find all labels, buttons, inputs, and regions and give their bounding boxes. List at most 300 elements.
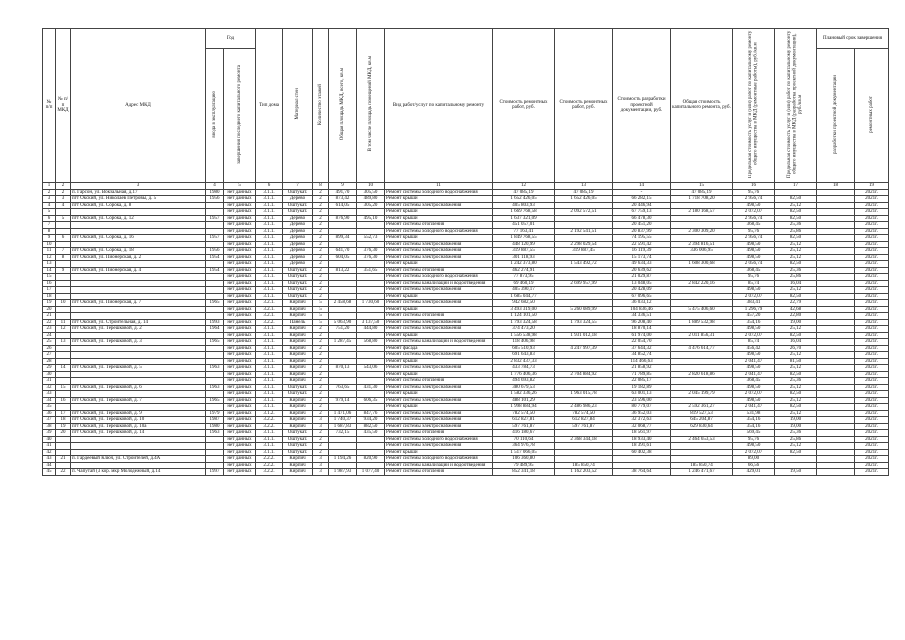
row-deadline-works: 2021г.	[855, 313, 889, 320]
row-design-cost: 16 119,39	[613, 248, 671, 255]
row-limit-design: 25,86	[775, 436, 817, 443]
row-deadline-works: 2021г.	[855, 469, 889, 476]
row-deadline-works: 2021г.	[855, 404, 889, 411]
row-repair-cost: 1 517 066,05	[493, 449, 555, 456]
column-index-cell: 11	[385, 182, 493, 189]
row-deadline-works: 2021г.	[855, 293, 889, 300]
row-limit-sq: 429,01	[733, 469, 775, 476]
row-last-repair: нет данных	[224, 352, 256, 359]
row-repair-cost-total: 1 963 015,78	[555, 391, 613, 398]
row-total-area: 1 740,37	[329, 417, 357, 424]
row-design-cost: 34 336,51	[613, 313, 671, 320]
row-limit-design: 25,12	[775, 254, 817, 261]
row-repair-cost: 1 652 426,05	[493, 196, 555, 203]
row-limit-sq: 498,50	[733, 352, 775, 359]
row-floors: 3	[313, 456, 329, 463]
row-repair-cost: 47 085,19	[493, 189, 555, 196]
row-address: пгт Окский, ул. Строительная, д. 14	[71, 319, 206, 326]
row-floors: 3	[313, 462, 329, 469]
row-design-cost: 15 173,74	[613, 254, 671, 261]
row-house-type: 2.2.2.	[256, 462, 283, 469]
row-limit-design: 22,79	[775, 300, 817, 307]
row-limit-design: 26,70	[775, 345, 817, 352]
row-residential-area: 435,50	[357, 430, 385, 437]
row-repair-cost-total: 782 574,50	[555, 410, 613, 417]
row-house-type: 3.1.1.	[256, 248, 283, 255]
row-overall-cost: 2 394 816,51	[671, 241, 733, 248]
row-total-area: 979,14	[329, 397, 357, 404]
row-residential-area: 847,76	[357, 410, 385, 417]
row-deadline-works: 2021г.	[855, 423, 889, 430]
row-house-type: 3.1.1.	[256, 287, 283, 294]
row-floors: 2	[313, 365, 329, 372]
row-design-cost: 66 478,30	[613, 215, 671, 222]
row-last-repair: нет данных	[224, 222, 256, 229]
row-limit-design: 16,04	[775, 280, 817, 287]
row-deadline-works: 2021г.	[855, 332, 889, 339]
row-year: 1954	[206, 254, 224, 261]
row-design-cost: 19 182,89	[613, 384, 671, 391]
row-deadline-works: 2021г.	[855, 339, 889, 346]
row-limit-design: 25,36	[775, 378, 817, 385]
row-floors: 2	[313, 189, 329, 196]
row-repair-cost: 69 460,19	[493, 280, 555, 287]
row-floors: 3	[313, 469, 329, 476]
row-floors: 2	[313, 261, 329, 268]
row-address: п. Чапутай (3 кор. мкр Молодежный, д.14	[71, 469, 206, 476]
row-residential-area: 1 730,60	[357, 300, 385, 307]
row-house-type: 3.1.1.	[256, 436, 283, 443]
row-last-repair: нет данных	[224, 430, 256, 437]
row-work-type: Ремонт системы электроснабжения	[385, 365, 493, 372]
row-limit-design: 25,36	[775, 430, 817, 437]
row-no: 43	[43, 456, 56, 463]
row-no: 38	[43, 423, 56, 430]
row-limit-sq: 2 956,74	[733, 235, 775, 242]
row-repair-cost: 319 887,55	[493, 248, 555, 255]
row-repair-cost-total: 1 931 012,18	[555, 332, 613, 339]
row-residential-area: 376,30	[357, 254, 385, 261]
row-no: 22	[43, 319, 56, 326]
row-repair-cost-total: 319 887,45	[555, 248, 613, 255]
row-repair-cost-total: 2 486 986,23	[555, 404, 613, 411]
row-last-repair: нет данных	[224, 332, 256, 339]
row-repair-cost: 852 341,18	[493, 469, 555, 476]
header-group-year: Год	[206, 29, 256, 49]
row-work-type: Ремонт крыши	[385, 261, 493, 268]
row-repair-cost: 451 057,01	[493, 222, 555, 229]
row-overall-cost: 2 011 856,31	[671, 332, 733, 339]
row-wall-material: Оштукат.	[283, 280, 313, 287]
row-wall-material: Дерево	[283, 248, 313, 255]
row-address: пгт Окский, ул. Сорока, д. 12	[71, 215, 206, 222]
row-deadline-works: 2021г.	[855, 280, 889, 287]
row-repair-cost: 1 669 768,58	[493, 209, 555, 216]
row-work-type: Ремонт системы электроснабжения	[385, 352, 493, 359]
row-wall-material: Кирпич	[283, 397, 313, 404]
row-work-type: Ремонт системы электроснабжения	[385, 254, 493, 261]
row-no: 13	[43, 261, 56, 268]
header-residential-area-label: В том числе площадь помещений МКД, кв.м	[367, 56, 373, 152]
row-repair-cost: 1 793 324,58	[493, 319, 555, 326]
row-house-type: 3.1.1.	[256, 235, 283, 242]
row-repair-cost: 433 784,73	[493, 365, 555, 372]
row-deadline-works: 2021г.	[855, 215, 889, 222]
row-design-cost: 66 282,15	[613, 196, 671, 203]
row-overall-cost: 645 204,87	[671, 417, 733, 424]
row-residential-area: 305,50	[357, 189, 385, 196]
row-deadline-works: 2021г.	[855, 248, 889, 255]
row-limit-design: 82,50	[775, 209, 817, 216]
row-no-mkd: 11	[56, 319, 71, 326]
row-house-type: 3.1.1.	[256, 209, 283, 216]
row-limit-sq: 2 072,07	[733, 391, 775, 398]
row-wall-material: Кирпич	[283, 404, 313, 411]
row-deadline-works: 2021г.	[855, 287, 889, 294]
row-limit-design: 82,50	[775, 449, 817, 456]
row-no: 15	[43, 274, 56, 281]
column-index-cell: 13	[555, 182, 613, 189]
row-limit-design: 25,86	[775, 228, 817, 235]
row-last-repair: нет данных	[224, 300, 256, 307]
row-deadline-works: 2021г.	[855, 261, 889, 268]
row-limit-design: 25,12	[775, 384, 817, 391]
row-design-cost: 32 068,77	[613, 423, 671, 430]
row-floors: 5	[313, 313, 329, 320]
row-wall-material: Панель	[283, 319, 313, 326]
row-work-type: Ремонт крыши	[385, 391, 493, 398]
header-deadline-design-label: разработки проектной документации	[832, 74, 838, 154]
row-repair-cost: 782 574,50	[493, 410, 555, 417]
header-floors	[313, 29, 329, 183]
row-no: 30	[43, 371, 56, 378]
row-work-type: Ремонт системы канализации и водоотведения	[385, 280, 493, 287]
row-design-cost: 67 759,13	[613, 209, 671, 216]
header-address: Адрес МКД	[71, 29, 206, 183]
row-no-mkd: 21	[56, 456, 71, 463]
row-no: 32	[43, 384, 56, 391]
column-index-cell: 19	[855, 182, 889, 189]
row-deadline-works: 2021г.	[855, 319, 889, 326]
column-index-cell: 4	[206, 182, 224, 189]
row-no: 21	[43, 313, 56, 320]
row-year: 1963	[206, 384, 224, 391]
row-design-cost: 20 837,99	[613, 228, 671, 235]
row-house-type: 3.2.1.	[256, 300, 283, 307]
row-year: 1980	[206, 423, 224, 430]
row-work-type: Ремонт крыши	[385, 332, 493, 339]
row-limit-design: 82,50	[775, 371, 817, 378]
row-last-repair: нет данных	[224, 313, 256, 320]
row-repair-cost-total: 2 699 957,99	[555, 280, 613, 287]
row-wall-material: Кирпич	[283, 417, 313, 424]
row-floors: 2	[313, 202, 329, 209]
row-no: 14	[43, 267, 56, 274]
row-no: 28	[43, 358, 56, 365]
header-house-type: Тип дома	[256, 29, 283, 183]
row-floors: 2	[313, 449, 329, 456]
row-last-repair: нет данных	[224, 397, 256, 404]
row-last-repair: нет данных	[224, 345, 256, 352]
row-design-cost: 63 001,13	[613, 391, 671, 398]
row-no: 19	[43, 300, 56, 307]
row-no: 24	[43, 332, 56, 339]
row-design-cost: 18 933,40	[613, 436, 671, 443]
row-work-type: Ремонт крыши	[385, 404, 493, 411]
row-wall-material: Кирпич	[283, 306, 313, 313]
row-address: пгт Окский, ул. Терешковой, д. 10	[71, 417, 206, 424]
row-no: 37	[43, 417, 56, 424]
row-work-type: Ремонт системы электроснабжения	[385, 300, 493, 307]
row-wall-material: Оштукат.	[283, 384, 313, 391]
row-wall-material: Оштукат.	[283, 189, 313, 196]
row-last-repair: нет данных	[224, 280, 256, 287]
row-repair-cost: 1 637 321,09	[493, 215, 555, 222]
row-design-cost: 38 764,64	[613, 469, 671, 476]
column-index-cell: 16	[733, 182, 775, 189]
row-total-area: 641,70	[329, 248, 357, 255]
row-repair-cost: 118 406,98	[493, 339, 555, 346]
row-address: пгт Окский, ул. Терешковой, д. 14	[71, 430, 206, 437]
row-no-mkd: 6	[56, 235, 71, 242]
row-deadline-works: 2021г.	[855, 345, 889, 352]
row-design-cost: 34 852,74	[613, 352, 671, 359]
row-house-type: 3.1.1.	[256, 228, 283, 235]
row-floors: 2	[313, 345, 329, 352]
row-work-type: Ремонт крыши	[385, 293, 493, 300]
row-total-area: 763,65	[329, 384, 357, 391]
row-no: 5	[43, 209, 56, 216]
row-year: 1954	[206, 267, 224, 274]
row-house-type: 3.1.1.	[256, 261, 283, 268]
row-repair-cost: 301 118,93	[493, 254, 555, 261]
row-wall-material: Дерево	[283, 215, 313, 222]
row-deadline-works: 2021г.	[855, 267, 889, 274]
row-wall-material: Оштукат.	[283, 274, 313, 281]
row-wall-material: Кирпич	[283, 371, 313, 378]
row-repair-cost-total: 1 162 203,52	[555, 469, 613, 476]
row-limit-design: 25,12	[775, 248, 817, 255]
row-total-area: 491,70	[329, 189, 357, 196]
row-total-area: 732,15	[329, 430, 357, 437]
row-work-type: Ремонт системы отопления	[385, 378, 493, 385]
row-repair-cost: 1 685 044,77	[493, 293, 555, 300]
row-deadline-works: 2021г.	[855, 365, 889, 372]
row-house-type: 3.1.1.	[256, 391, 283, 398]
row-overall-cost: 47 085,19	[671, 189, 733, 196]
row-design-cost: 13 048,05	[613, 280, 671, 287]
row-repair-cost-total: 5 260 089,99	[555, 306, 613, 313]
row-limit-sq: 498,50	[733, 254, 775, 261]
row-floors: 2	[313, 280, 329, 287]
row-house-type: 3.1.1.	[256, 378, 283, 385]
row-overall-cost: 2 300 309,20	[671, 228, 733, 235]
header-no-mkd: № п/п МКД	[56, 29, 71, 183]
header-work-type: Вид работ/услуг по капитальному ремонту	[385, 29, 493, 183]
row-repair-cost-total: 1 543 492,72	[555, 261, 613, 268]
row-floors: 2	[313, 287, 329, 294]
row-floors: 2	[313, 209, 329, 216]
row-wall-material: Оштукат.	[283, 293, 313, 300]
row-residential-area: 305,20	[357, 202, 385, 209]
header-limit-design	[775, 29, 817, 183]
row-deadline-works: 2021г.	[855, 384, 889, 391]
row-wall-material: Кирпич	[283, 469, 313, 476]
row-limit-sq: 354,16	[733, 417, 775, 424]
row-work-type: Ремонт системы электроснабжения	[385, 443, 493, 450]
row-design-cost: 20 451,20	[613, 222, 671, 229]
row-last-repair: нет данных	[224, 358, 256, 365]
row-repair-cost: 1 556 538,98	[493, 332, 555, 339]
row-repair-cost-total: 2 192 541,51	[555, 228, 613, 235]
row-floors: 2	[313, 228, 329, 235]
row-wall-material: Оштукат.	[283, 443, 313, 450]
row-address: пгт Окский, ул. Терешковой, д. 9	[71, 410, 206, 417]
column-index-row	[43, 182, 889, 189]
row-limit-design: 82,50	[775, 404, 817, 411]
row-limit-sq: 95,76	[733, 189, 775, 196]
row-limit-design: 25,86	[775, 274, 817, 281]
row-work-type: Ремонт системы электроснабжения	[385, 384, 493, 391]
row-total-area: 5 063,90	[329, 319, 357, 326]
row-house-type: 3.1.1.	[256, 274, 283, 281]
row-work-type: Ремонт системы отопления	[385, 267, 493, 274]
row-house-type: 3.2.2.	[256, 319, 283, 326]
row-no: 17	[43, 287, 56, 294]
row-wall-material: Кирпич	[283, 410, 313, 417]
row-no: 7	[43, 222, 56, 229]
row-last-repair: нет данных	[224, 235, 256, 242]
row-design-cost: 21 858,92	[613, 365, 671, 372]
header-overall-cost: Общая стоимость капитального ремонта, руб.	[671, 29, 733, 183]
column-index-cell: 7	[283, 182, 313, 189]
row-no: 2	[43, 189, 56, 196]
row-repair-cost: 77 163,41	[493, 228, 555, 235]
row-house-type: 3.1.1.	[256, 365, 283, 372]
row-wall-material: Оштукат.	[283, 287, 313, 294]
row-wall-material: Дерево	[283, 254, 313, 261]
row-address: пгт Окский, ул. Терешковой, д. 5	[71, 365, 206, 372]
row-no: 40	[43, 436, 56, 443]
row-year: 1956	[206, 196, 224, 203]
row-limit-design: 25,12	[775, 326, 817, 333]
row-last-repair: нет данных	[224, 384, 256, 391]
row-work-type: Ремонт системы электроснабжения	[385, 397, 493, 404]
row-house-type: 3.1.1.	[256, 384, 283, 391]
row-limit-design: 42,68	[775, 306, 817, 313]
row-design-cost: 18 561,97	[613, 430, 671, 437]
row-floors: 2	[313, 332, 329, 339]
row-limit-design: 16,04	[775, 339, 817, 346]
row-overall-cost: 1 718 708,20	[671, 196, 733, 203]
row-limit-design: 19,00	[775, 423, 817, 430]
row-floors: 2	[313, 391, 329, 398]
row-limit-sq: 368,45	[733, 378, 775, 385]
row-repair-cost: 1 776 406,36	[493, 371, 555, 378]
row-year: 1964	[206, 326, 224, 333]
row-no-mkd: 17	[56, 410, 71, 417]
row-last-repair: нет данных	[224, 423, 256, 430]
row-limit-sq: 498,50	[733, 202, 775, 209]
row-no: 10	[43, 241, 56, 248]
row-design-cost: 61 974,00	[613, 332, 671, 339]
row-total-area: 899,34	[329, 235, 357, 242]
row-repair-cost: 691 643,83	[493, 352, 555, 359]
row-limit-design: 25,12	[775, 202, 817, 209]
row-last-repair: нет данных	[224, 449, 256, 456]
header-total-area	[329, 29, 357, 183]
row-year: 1987	[206, 417, 224, 424]
row-total-area: 870,13	[329, 365, 357, 372]
row-overall-cost: 1 608 300,68	[671, 261, 733, 268]
row-no: 27	[43, 352, 56, 359]
column-index-cell: 12	[493, 182, 555, 189]
row-limit-sq: 354,16	[733, 423, 775, 430]
row-no: 20	[43, 306, 56, 313]
row-floors: 2	[313, 352, 329, 359]
row-repair-cost: 77 873,95	[493, 274, 555, 281]
row-deadline-works: 2021г.	[855, 371, 889, 378]
row-wall-material: Кирпич	[283, 423, 313, 430]
row-no: 6	[43, 215, 56, 222]
row-deadline-works: 2021г.	[855, 326, 889, 333]
row-floors: 5	[313, 300, 329, 307]
row-design-cost: 18 870,14	[613, 326, 671, 333]
row-repair-cost-total: 2 298 029,54	[555, 241, 613, 248]
row-year: 1980	[206, 189, 224, 196]
row-house-type: 3.1.2.	[256, 410, 283, 417]
row-limit-sq: 457,20	[733, 313, 775, 320]
row-last-repair: нет данных	[224, 202, 256, 209]
row-floors: 2	[313, 410, 329, 417]
row-repair-cost-total: 597 761,87	[555, 423, 613, 430]
row-wall-material: Оштукат.	[283, 209, 313, 216]
row-wall-material: Дерево	[283, 222, 313, 229]
column-index-cell: 1	[43, 182, 56, 189]
row-design-cost: 20 428,09	[613, 287, 671, 294]
row-floors: 2	[313, 235, 329, 242]
row-floors: 2	[313, 397, 329, 404]
row-wall-material: Кирпич	[283, 339, 313, 346]
row-year: 1993	[206, 319, 224, 326]
row-residential-area: 3 137,50	[357, 319, 385, 326]
row-limit-sq: 2 056,74	[733, 261, 775, 268]
row-last-repair: нет данных	[224, 196, 256, 203]
row-repair-cost: 1 849 768,55	[493, 235, 555, 242]
row-design-cost: 23 596,00	[613, 397, 671, 404]
row-limit-design: 22,80	[775, 313, 817, 320]
row-no: 42	[43, 449, 56, 456]
row-limit-design: 25,12	[775, 287, 817, 294]
column-index-cell: 18	[817, 182, 855, 189]
row-last-repair: нет данных	[224, 215, 256, 222]
row-last-repair: нет данных	[224, 443, 256, 450]
row-last-repair: нет данных	[224, 293, 256, 300]
row-no-mkd: 8	[56, 254, 71, 261]
row-last-repair: нет данных	[224, 189, 256, 196]
row-repair-cost-total: 1 793 324,55	[555, 319, 613, 326]
header-wall-material-label: Материал стен	[294, 88, 300, 120]
row-limit-sq: 456,42	[733, 345, 775, 352]
row-house-type: 3.1.1.	[256, 358, 283, 365]
row-address: пгт Окский, ул. Терешковой, д. 2	[71, 326, 206, 333]
row-deadline-works: 2021г.	[855, 449, 889, 456]
row-limit-design: 25,12	[775, 397, 817, 404]
row-limit-sq: 368,45	[733, 267, 775, 274]
row-floors: 2	[313, 274, 329, 281]
row-work-type: Ремонт крыши	[385, 209, 493, 216]
row-house-type: 2.2.2.	[256, 456, 283, 463]
